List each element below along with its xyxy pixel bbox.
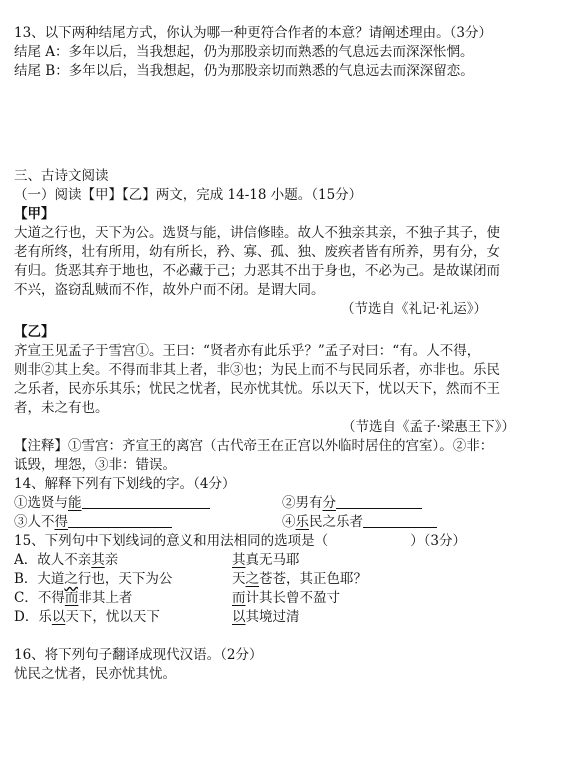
q15-stem: 15、下列句中下划线词的意义和用法相同的选项是（ [14,533,329,549]
passage-a-source: （节选自《礼记·礼运》） [340,301,487,317]
option-text: 其境过清 [245,609,300,625]
passage-b-source: （节选自《孟子·梁惠王下》） [341,419,515,435]
section-intro: （一）阅读【甲】【乙】两文，完成 14-18 小题。（15分） [14,187,363,203]
option-key-word: 之 [64,571,78,587]
passage-a-line: 大道之行也，天下为公。选贤与能，讲信修睦。故人不独亲其亲，不独子其子，使 [14,225,500,241]
option-text: 非其上者 [78,590,133,606]
option-text: 行也，天下为公 [77,571,173,587]
option-key-word: 而 [64,590,79,606]
passage-a-line: 有归。货恶其弃于地也，不必藏于己；力恶其不出于身也，不必为己。是故谋闭而 [14,263,500,279]
q15-option-d [14,608,575,627]
q13-ending-b: 结尾 B：多年以后，当我想起，仍为那股亲切而熟悉的气息远去而深深留恋。 [14,63,474,79]
option-key-word: 以 [51,609,66,625]
q14-item-4-answer-blank[interactable] [363,513,437,528]
q15-option-c [14,589,575,608]
notes-line: 诋毁，埋怨，③非：错误。 [14,457,176,473]
passage-b-line: 者，未之有也。 [14,400,109,416]
option-text: 亲 [104,552,119,568]
q14-item-2-answer-blank[interactable] [336,494,422,509]
q14-item-1-answer-blank[interactable] [82,494,210,509]
passage-b-line: 之乐者，民亦乐其乐；忧民之忧者，民亦忧其忧。乐以天下，忧以天下，然而不王 [14,381,500,397]
q14-stem: 14、解释下列有下划线的字。（4分） [14,476,236,492]
passage-b-line: 齐宣王见孟子于雪宫①。王曰：“贤者亦有此乐乎？”孟子对曰：“有。人不得， [14,343,481,359]
q16-stem: 16、将下列句子翻译成现代汉语。（2分） [14,647,263,663]
q14-item-1-prefix: ①选贤与 [14,495,68,511]
q16-sentence: 忧民之忧者，民亦忧其忧。 [14,666,176,682]
q15-option-a [14,551,575,570]
section-title: 三、古诗文阅读 [14,168,109,184]
q14-row [14,494,575,513]
option-text: A．故人不亲 [14,552,92,568]
option-text: 天 [232,571,246,587]
option-text: 天下，忧以天下 [65,609,160,625]
q15-stem-end: ）（3分） [410,533,467,549]
q14-item-4-suffix: 民之乐者 [309,514,363,530]
q14-item-1-word: 能 [68,495,82,511]
option-text: C．不得 [14,590,65,606]
option-key-word: 以 [232,609,246,625]
option-key-word: 之 [245,571,259,587]
option-key-word: 其 [91,552,105,568]
passage-a-line: 老有所终，壮有所用，幼有所长，矜、寡、孤、独、废疾者皆有所养，男有分，女 [14,244,500,260]
passage-b-line: 则非②其上矣。不得而非其上者，非③也；为民上而不与民同乐者，亦非也。乐民 [14,362,500,378]
passage-b-label: 【乙】 [14,324,55,340]
option-key-word: 其 [232,552,246,568]
option-text: D．乐 [14,609,52,625]
q13-stem: 13、以下两种结尾方式，你认为哪一种更符合作者的本意？请阐述理由。（3分） [14,25,493,41]
q15-option-b [14,570,575,589]
q13-ending-a: 结尾 A：多年以后，当我想起，仍为那股亲切而熟悉的气息远去而深深怅惘。 [14,44,474,60]
option-key-word: 而 [232,590,246,606]
option-text: 计其长曾不盈寸 [245,590,340,606]
q14-item-2-prefix: ②男有 [282,495,323,511]
q14-item-3-prefix: ③人不 [14,514,55,530]
q15-stem-row [14,532,575,551]
option-text: 苍苍，其正色耶？ [259,571,367,587]
q14-item-4-word: 乐 [295,514,309,530]
q14-item-4-prefix: ④ [282,514,296,530]
q14-item-3-answer-blank[interactable] [68,513,172,528]
q14-item-2-word: 分 [322,495,336,511]
option-text: B．大道 [14,571,65,587]
passage-a-label: 【甲】 [14,206,55,222]
q14-item-3-word: 得 [54,514,68,530]
passage-a-line: 不兴，盗窃乱贼而不作，故外户而不闭。是谓大同。 [14,282,325,298]
q14-row [14,513,575,532]
notes-line: 【注释】①雪宫：齐宣王的离宫（古代帝王在正宫以外临时居住的宫室）。②非： [14,438,494,454]
option-text: 真无马耶 [245,552,300,568]
